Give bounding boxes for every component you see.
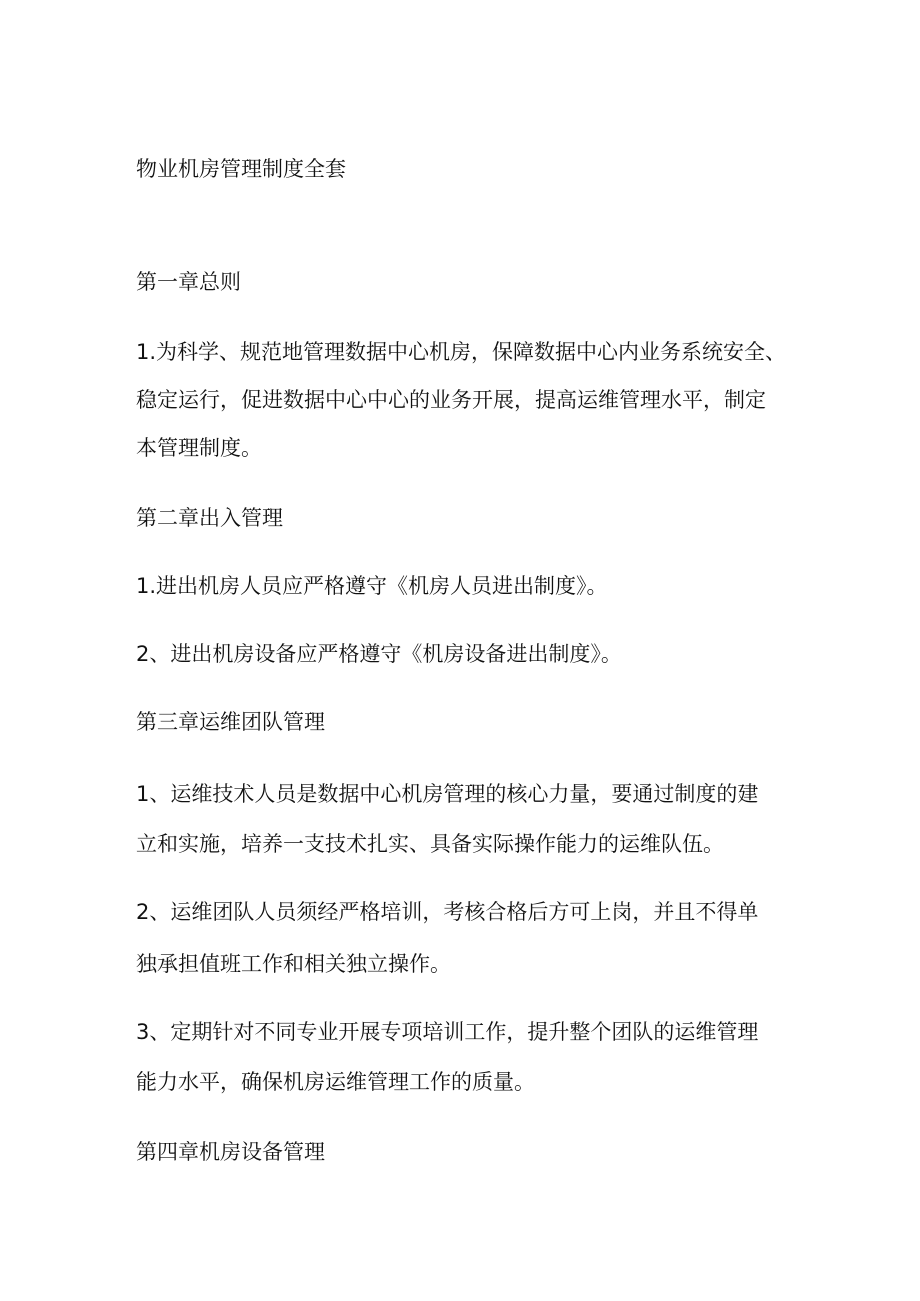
chapter-1-item-1-line-1: 1.为科学、规范地管理数据中心机房，保障数据中心内业务系统安全、 (136, 340, 787, 364)
chapter-3-item-3-line-2: 能力水平，确保机房运维管理工作的质量。 (136, 1070, 535, 1094)
chapter-3-item-2-line-2: 独承担值班工作和相关独立操作。 (136, 952, 451, 976)
chapter-1-heading: 第一章总则 (136, 270, 241, 294)
chapter-2-item-2: 2、进出机房设备应严格遵守《机房设备进出制度》。 (136, 642, 622, 666)
chapter-3-item-2-line-1: 2、运维团队人员须经严格培训，考核合格后方可上岗，并且不得单 (136, 900, 759, 924)
chapter-1-item-1-line-3: 本管理制度。 (136, 436, 262, 460)
chapter-4-heading: 第四章机房设备管理 (136, 1140, 325, 1164)
document-title: 物业机房管理制度全套 (136, 157, 346, 181)
chapter-3-heading: 第三章运维团队管理 (136, 710, 325, 734)
chapter-2-heading: 第二章出入管理 (136, 506, 283, 530)
chapter-3-item-3-line-1: 3、定期针对不同专业开展专项培训工作，提升整个团队的运维管理 (136, 1020, 759, 1044)
chapter-1-item-1-line-2: 稳定运行，促进数据中心中心的业务开展，提高运维管理水平，制定 (136, 388, 766, 412)
chapter-3-item-1-line-1: 1、运维技术人员是数据中心机房管理的核心力量，要通过制度的建 (136, 782, 759, 806)
chapter-3-item-1-line-2: 立和实施，培养一支技术扎实、具备实际操作能力的运维队伍。 (136, 832, 724, 856)
chapter-2-item-1: 1.进出机房人员应严格遵守《机房人员进出制度》。 (136, 574, 608, 598)
